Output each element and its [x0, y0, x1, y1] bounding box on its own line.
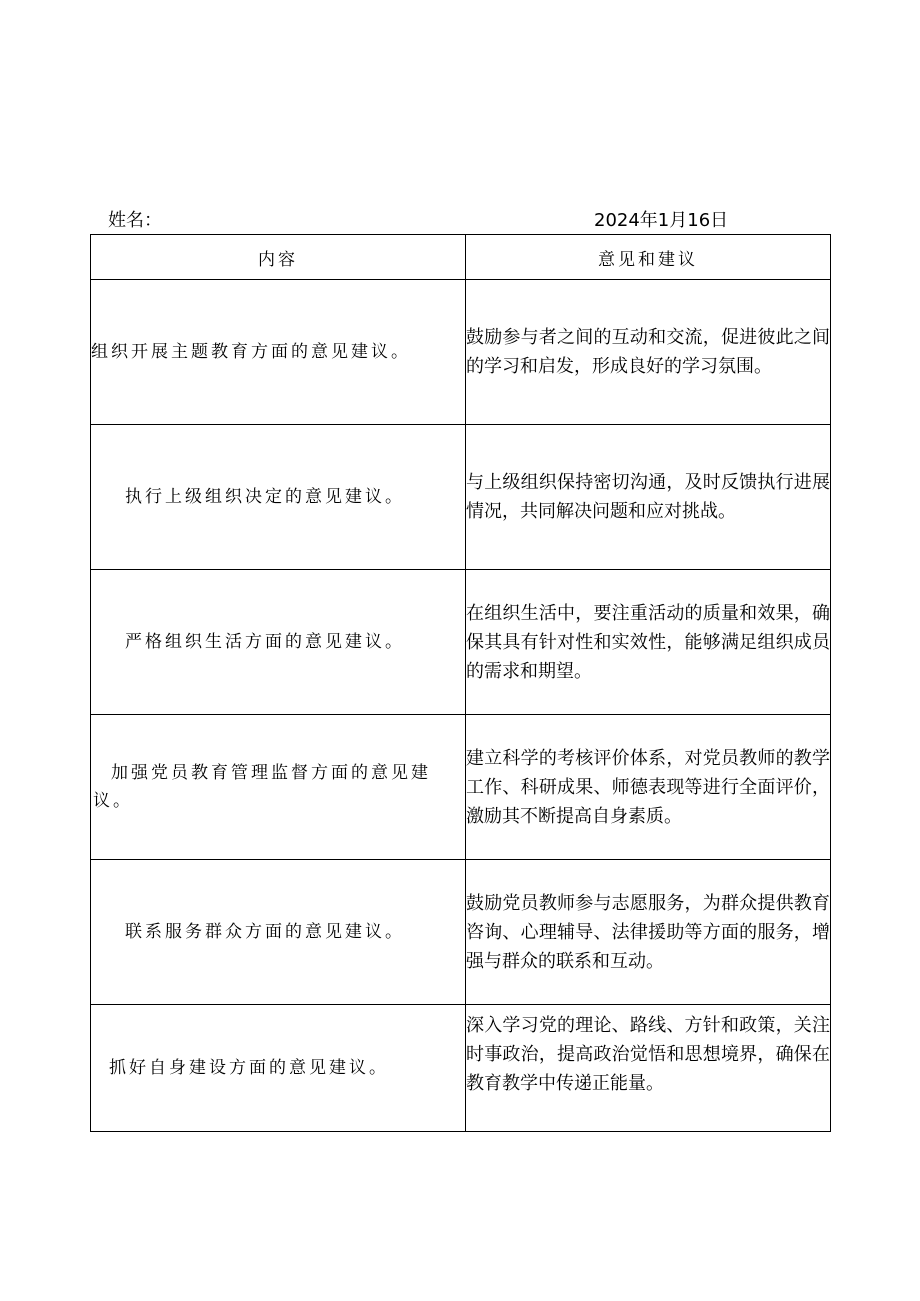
table-row [91, 425, 831, 570]
table-row [91, 570, 831, 715]
opinion-cell: 建立科学的考核评价体系，对党员教师的教学工作、科研成果、师德表现等进行全面评价，激励其不断提高自身素质。 [466, 715, 831, 860]
table-row [91, 280, 831, 425]
date-label: 2024年1月16日 [594, 210, 729, 231]
topic-cell: 联系服务群众方面的意见建议。 [91, 860, 466, 1005]
opinion-table [90, 234, 831, 1132]
topic-cell: 严格组织生活方面的意见建议。 [91, 570, 466, 715]
opinion-cell: 鼓励党员教师参与志愿服务，为群众提供教育咨询、心理辅导、法律援助等方面的服务，增强与群众的联系和互动。 [466, 860, 831, 1005]
column-header-opinion: 意见和建议 [466, 235, 831, 280]
name-label: 姓名： [108, 210, 162, 231]
column-header-content: 内容 [91, 235, 466, 280]
opinion-cell: 深入学习党的理论、路线、方针和政策，关注时事政治，提高政治觉悟和思想境界，确保在教育教学中传递正能量。 [466, 1005, 831, 1132]
topic-cell: 组织开展主题教育方面的意见建议。 [91, 280, 466, 425]
table-row [91, 860, 831, 1005]
table-row [91, 1005, 831, 1132]
opinion-cell: 与上级组织保持密切沟通，及时反馈执行进展情况，共同解决问题和应对挑战。 [466, 425, 831, 570]
table-header-row [91, 235, 831, 280]
topic-cell: 执行上级组织决定的意见建议。 [91, 425, 466, 570]
topic-cell: 加强党员教育管理监督方面的意见建议。 [91, 715, 466, 860]
opinion-cell: 鼓励参与者之间的互动和交流，促进彼此之间的学习和启发，形成良好的学习氛围。 [466, 280, 831, 425]
table-row [91, 715, 831, 860]
opinion-cell: 在组织生活中，要注重活动的质量和效果，确保其具有针对性和实效性，能够满足组织成员的需求和期望。 [466, 570, 831, 715]
topic-cell: 抓好自身建设方面的意见建议。 [91, 1005, 466, 1132]
